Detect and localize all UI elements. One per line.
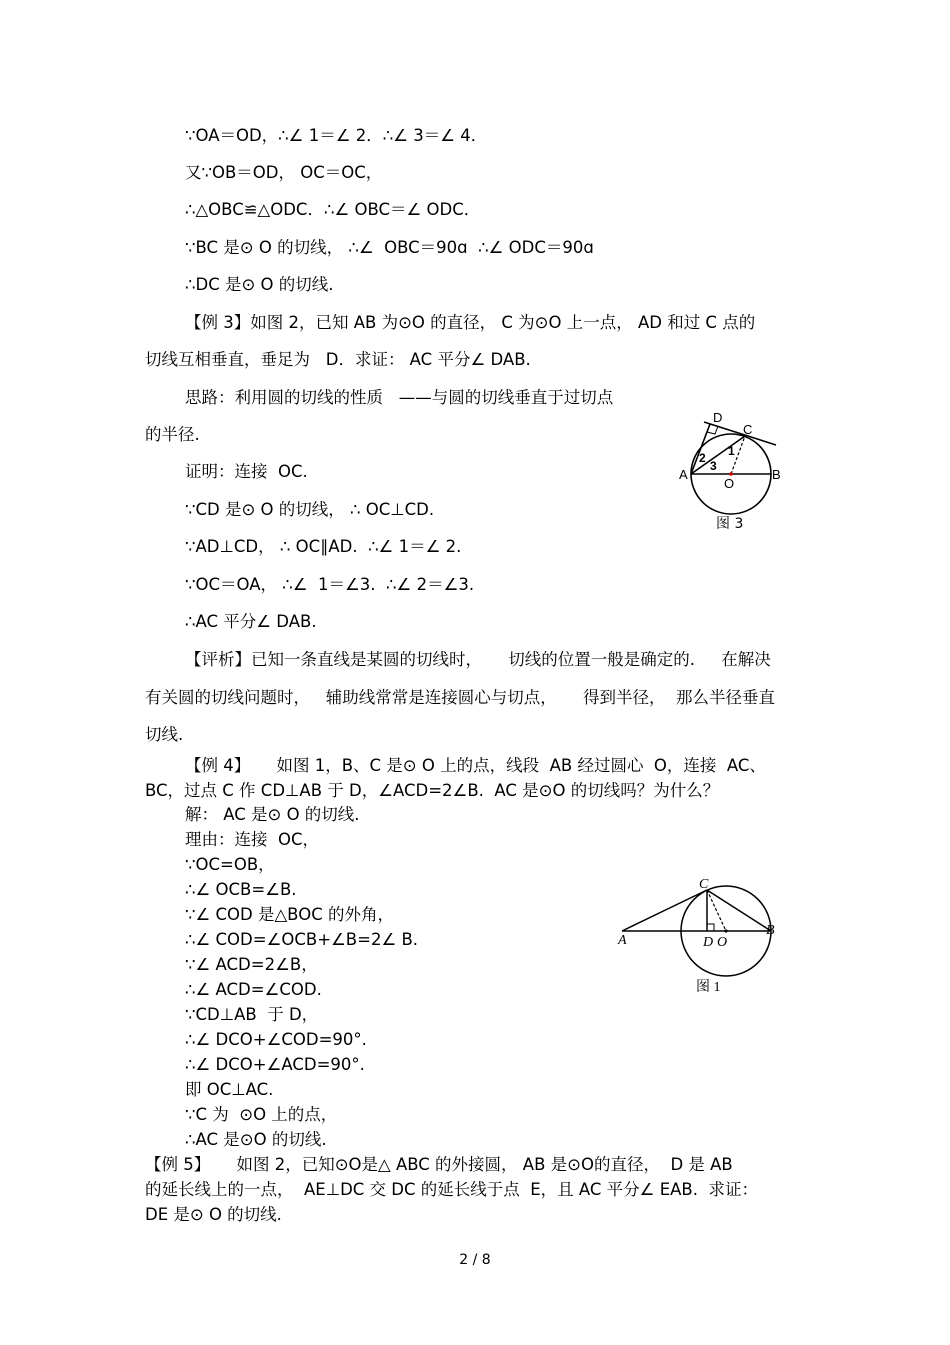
label-o: O — [717, 935, 728, 950]
center-dot — [724, 929, 727, 932]
label-b: B — [772, 467, 781, 482]
text-line: ∵CD 是⊙ O 的切线， ∴ OC⊥CD. — [185, 500, 435, 519]
text-line: ∵BC 是⊙ O 的切线， ∴∠ OBC＝90ɑ ∴∠ ODC＝90ɑ — [185, 238, 594, 257]
text-line: BC，过点 C 作 CD⊥AB 于 D，∠ACD=2∠B. AC 是⊙O 的切线吗？为什么？ — [145, 781, 720, 800]
text-line: ∴DC 是⊙ O 的切线. — [185, 275, 334, 294]
text-line: 有关圆的切线问题时， 辅助线常常是连接圆心与切点， 得到半径， 那么半径垂直 — [145, 688, 775, 707]
figure-3 — [670, 400, 790, 540]
text-line: 思路：利用圆的切线的性质 ——与圆的切线垂直于过切点 — [185, 388, 614, 407]
right-angle-mark — [707, 924, 714, 931]
label-d: D — [703, 935, 714, 950]
text-line: 的半径. — [145, 425, 200, 444]
text-line: 解： AC 是⊙ O 的切线. — [185, 805, 360, 824]
page-number: 2 / 8 — [459, 1252, 491, 1268]
text-line: 证明：连接 OC. — [185, 462, 308, 481]
text-line: 又∵OB＝OD， OC＝OC， — [185, 163, 383, 182]
figure-3-caption: 图 3 — [716, 516, 744, 532]
text-line: 【例 5】 如图 2，已知⊙O是△ ABC 的外接圆， AB 是⊙O的直径， D 是 AB — [145, 1155, 733, 1174]
text-line: ∵∠ COD 是△BOC 的外角， — [185, 905, 394, 924]
label-a: A — [618, 933, 627, 948]
label-a: A — [679, 467, 688, 482]
text-line: ∴AC 是⊙O 的切线. — [185, 1130, 327, 1149]
text-line: ∵∠ ACD=2∠B， — [185, 955, 318, 974]
text-line: 即 OC⊥AC. — [185, 1080, 274, 1099]
label-d: D — [713, 410, 723, 425]
text-line: 切线互相垂直，垂足为 D．求证： AC 平分∠ DAB. — [145, 350, 531, 369]
label-c: C — [699, 877, 709, 892]
label-angle-2: 2 — [699, 451, 706, 465]
text-line: 理由：连接 OC， — [185, 830, 319, 849]
text-line: ∴∠ OCB=∠B. — [185, 880, 297, 899]
text-line: 【评析】已知一条直线是某圆的切线时， 切线的位置一般是确定的. 在解决 — [185, 650, 771, 669]
text-line: ∴∠ DCO+∠ACD=90°. — [185, 1055, 365, 1074]
figure-3-diagram — [670, 400, 790, 510]
label-o: O — [724, 476, 735, 491]
text-line: 切线. — [145, 725, 184, 744]
text-line: ∴∠ DCO+∠COD=90°. — [185, 1030, 367, 1049]
segment-ac — [622, 890, 707, 931]
figure-1-diagram — [614, 874, 784, 974]
text-line: ∵C 为 ⊙O 上的点， — [185, 1105, 338, 1124]
text-line: 【例 3】如图 2，已知 AB 为⊙O 的直径， C 为⊙O 上一点， AD 和过 C 点的 — [185, 313, 756, 332]
label-c: C — [743, 422, 753, 437]
text-line: ∴∠ ACD=∠COD. — [185, 980, 322, 999]
text-line: ∵OC=OB， — [185, 855, 275, 874]
text-line: 的延长线上的一点， AE⊥DC 交 DC 的延长线于点 E，且 AC 平分∠ EAB. 求证： — [145, 1180, 758, 1199]
text-line: ∵AD⊥CD， ∴ OC∥AD. ∴∠ 1＝∠ 2. — [185, 537, 462, 556]
text-line: ∴△OBC≌△ODC．∴∠ OBC＝∠ ODC． — [185, 200, 481, 219]
label-angle-1: 1 — [728, 444, 735, 458]
text-line: 【例 4】 如图 1，B、C 是⊙ O 上的点，线段 AB 经过圆心 O，连接 AC、 — [185, 756, 766, 775]
text-line: ∴AC 平分∠ DAB. — [185, 612, 317, 631]
figure-1 — [614, 874, 784, 999]
figure-1-caption: 图 1 — [696, 980, 721, 995]
text-line: DE 是⊙ O 的切线. — [145, 1205, 282, 1224]
text-line: ∴∠ COD=∠OCB+∠B=2∠ B. — [185, 930, 419, 949]
label-angle-3: 3 — [710, 459, 717, 473]
text-line: ∵OA＝OD，∴∠ 1＝∠ 2．∴∠ 3＝∠ 4． — [185, 126, 488, 145]
label-b: B — [766, 923, 775, 938]
text-line: ∵CD⊥AB 于 D， — [185, 1005, 319, 1024]
text-line: ∵OC＝OA， ∴∠ 1＝∠3. ∴∠ 2＝∠3. — [185, 575, 475, 594]
